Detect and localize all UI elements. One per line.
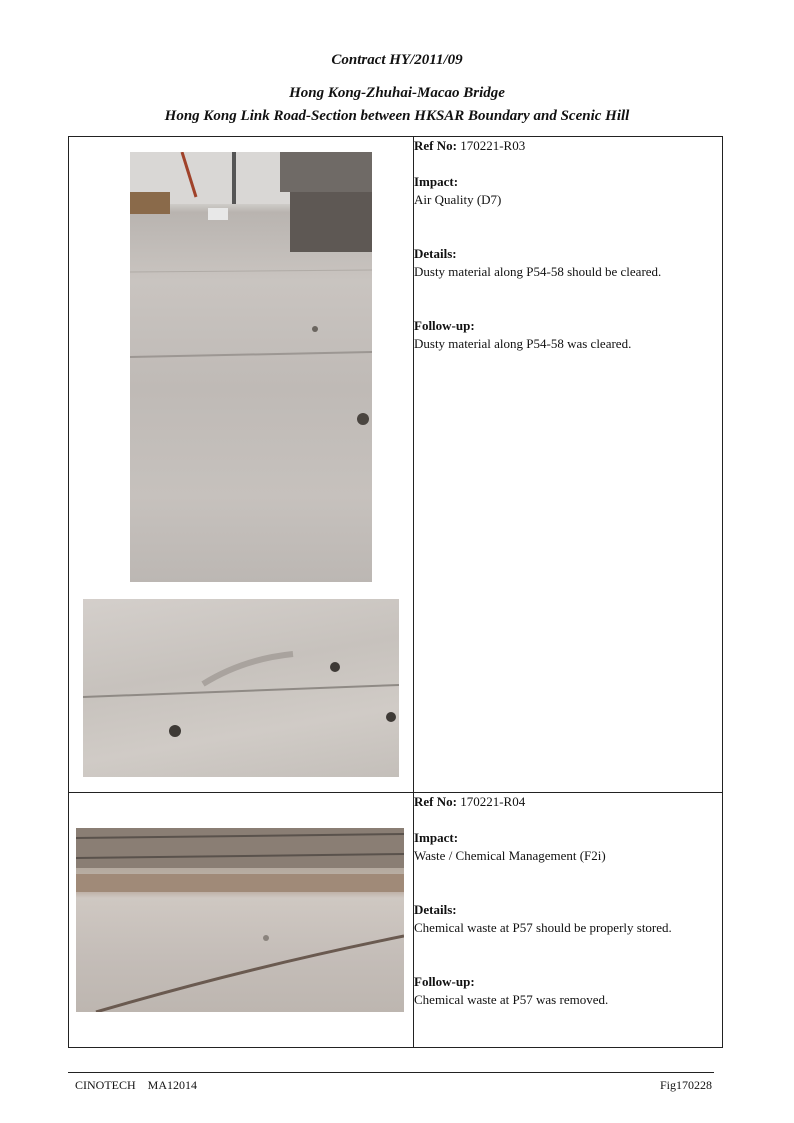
details-label: Details: — [414, 902, 457, 917]
ref-label: Ref No: — [414, 794, 457, 809]
impact-label: Impact: — [414, 830, 459, 845]
section-title: Hong Kong Link Road-Section between HKSAR Boundary and Scenic Hill — [164, 108, 630, 124]
details-value: Chemical waste at P57 should be properly stored. — [414, 920, 672, 935]
project-title: Hong Kong-Zhuhai-Macao Bridge — [289, 85, 505, 101]
record-details — [414, 137, 723, 793]
impact-value: Waste / Chemical Management (F2i) — [414, 848, 606, 863]
details-value: Dusty material along P54-58 should be cleared. — [414, 264, 662, 279]
record-row — [69, 793, 723, 1048]
footer-figure-number: Fig170228 — [660, 1078, 713, 1092]
followup-value: Dusty material along P54-58 was cleared. — [414, 336, 632, 351]
ref-label: Ref No: — [414, 138, 457, 153]
footer-divider — [68, 1072, 714, 1073]
followup-label: Follow-up: — [414, 318, 475, 333]
site-inspection-table — [68, 136, 723, 1048]
site-photo-deck-closeup — [83, 599, 399, 777]
footer-company: CINOTECH MA12014 — [75, 1078, 197, 1092]
record-details — [414, 793, 723, 1048]
site-photo-deck-overview — [130, 152, 372, 582]
followup-value: Chemical waste at P57 was removed. — [414, 992, 609, 1007]
photo-cell — [69, 793, 414, 1048]
ref-number: 170221-R04 — [460, 794, 526, 809]
impact-value: Air Quality (D7) — [414, 192, 502, 207]
site-photo-chemical-waste — [76, 828, 404, 1012]
record-row — [69, 137, 723, 793]
photo-cell — [69, 137, 414, 793]
ref-number: 170221-R03 — [460, 138, 526, 153]
contract-title: Contract HY/2011/09 — [331, 52, 463, 68]
followup-label: Follow-up: — [414, 974, 475, 989]
details-label: Details: — [414, 246, 457, 261]
impact-label: Impact: — [414, 174, 459, 189]
